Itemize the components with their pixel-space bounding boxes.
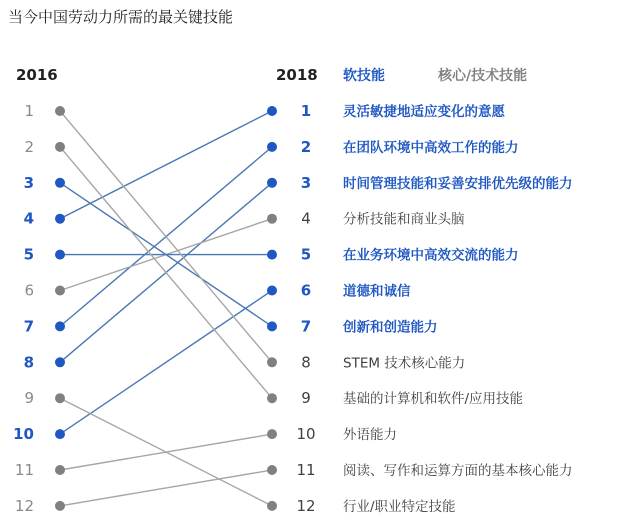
dot-2016-rank-7 bbox=[55, 321, 65, 331]
slope-line-11 bbox=[60, 470, 272, 506]
chart-title: 当今中国劳动力所需的最关键技能 bbox=[8, 8, 234, 26]
skill-label-9: 基础的计算机和软件/应用技能 bbox=[343, 391, 524, 408]
slope-line-1 bbox=[60, 111, 272, 219]
dot-2016-rank-6 bbox=[55, 286, 65, 296]
skill-label-6: 道德和诚信 bbox=[343, 283, 411, 300]
dot-2018-rank-9 bbox=[267, 393, 277, 403]
skill-label-7: 创新和创造能力 bbox=[343, 319, 438, 336]
skill-label-12: 行业/职业特定技能 bbox=[343, 498, 456, 515]
year-label-2018: 2018 bbox=[276, 66, 318, 84]
slope-line-8 bbox=[60, 111, 272, 362]
rank-2016-6: 6 bbox=[24, 281, 34, 300]
rank-2018-2: 2 bbox=[300, 137, 312, 156]
dot-2016-rank-5 bbox=[55, 250, 65, 260]
rank-2018-12: 12 bbox=[296, 496, 316, 515]
rank-2016-5: 5 bbox=[23, 245, 34, 264]
slope-line-9 bbox=[60, 147, 272, 398]
skill-label-2: 在团队环境中高效工作的能力 bbox=[343, 139, 519, 156]
rank-labels bbox=[13, 102, 572, 515]
dot-2018-rank-12 bbox=[267, 501, 277, 511]
year-label-2016: 2016 bbox=[16, 66, 58, 84]
slope-line-12 bbox=[60, 398, 272, 506]
rank-2016-1: 1 bbox=[24, 102, 34, 120]
dot-2016-rank-3 bbox=[55, 178, 65, 188]
dot-2018-rank-5 bbox=[267, 250, 277, 260]
skill-label-1: 灵活敏捷地适应变化的意愿 bbox=[343, 104, 505, 120]
dot-2016-rank-10 bbox=[55, 429, 65, 439]
dot-2016-rank-4 bbox=[55, 214, 65, 224]
rank-2016-8: 8 bbox=[23, 353, 34, 372]
rank-2016-10: 10 bbox=[13, 425, 34, 444]
skill-label-5: 在业务环境中高效交流的能力 bbox=[343, 247, 519, 264]
dot-2018-rank-8 bbox=[267, 357, 277, 367]
dot-2018-rank-1 bbox=[267, 106, 277, 116]
dot-2016-rank-1 bbox=[55, 106, 65, 116]
rank-2016-4: 4 bbox=[23, 209, 34, 228]
dot-2018-rank-3 bbox=[267, 178, 277, 188]
dot-2018-rank-10 bbox=[267, 429, 277, 439]
rank-2016-3: 3 bbox=[23, 173, 34, 192]
dot-2018-rank-2 bbox=[267, 142, 277, 152]
rank-2018-6: 6 bbox=[300, 281, 312, 300]
dot-2018-rank-7 bbox=[267, 321, 277, 331]
dot-2016-rank-2 bbox=[55, 142, 65, 152]
skill-label-4: 分析技能和商业头脑 bbox=[343, 211, 465, 228]
rank-2016-7: 7 bbox=[23, 317, 34, 336]
rank-2016-12: 12 bbox=[14, 496, 34, 515]
rank-2018-3: 3 bbox=[300, 173, 312, 192]
skill-label-8: STEM 技术核心能力 bbox=[343, 355, 466, 372]
skill-label-3: 时间管理技能和妥善安排优先级的能力 bbox=[343, 175, 573, 192]
rank-2018-7: 7 bbox=[300, 317, 312, 336]
rank-2016-2: 2 bbox=[24, 137, 34, 156]
dot-2016-rank-8 bbox=[55, 357, 65, 367]
rank-2018-5: 5 bbox=[300, 245, 312, 264]
rank-2018-10: 10 bbox=[296, 425, 316, 444]
rank-2018-4: 4 bbox=[301, 209, 311, 228]
slope-line-6 bbox=[60, 291, 272, 435]
skill-label-11: 阅读、写作和运算方面的基本核心能力 bbox=[343, 463, 573, 479]
rank-dots bbox=[55, 106, 277, 511]
rank-2016-11: 11 bbox=[14, 461, 34, 479]
rank-2018-11: 11 bbox=[296, 461, 316, 479]
dot-2018-rank-6 bbox=[267, 286, 277, 296]
rank-2018-8: 8 bbox=[301, 353, 311, 372]
dot-2016-rank-9 bbox=[55, 393, 65, 403]
skill-label-10: 外语能力 bbox=[343, 427, 397, 444]
dot-2016-rank-11 bbox=[55, 465, 65, 475]
legend-soft-skills: 软技能 bbox=[343, 68, 385, 84]
dot-2016-rank-12 bbox=[55, 501, 65, 511]
rank-2016-9: 9 bbox=[24, 389, 34, 408]
dot-2018-rank-11 bbox=[267, 465, 277, 475]
rank-2018-1: 1 bbox=[300, 102, 312, 120]
legend-core-skills: 核心/技术技能 bbox=[438, 68, 528, 84]
dot-2018-rank-4 bbox=[267, 214, 277, 224]
rank-2018-9: 9 bbox=[301, 389, 311, 408]
slope-lines bbox=[60, 111, 272, 506]
